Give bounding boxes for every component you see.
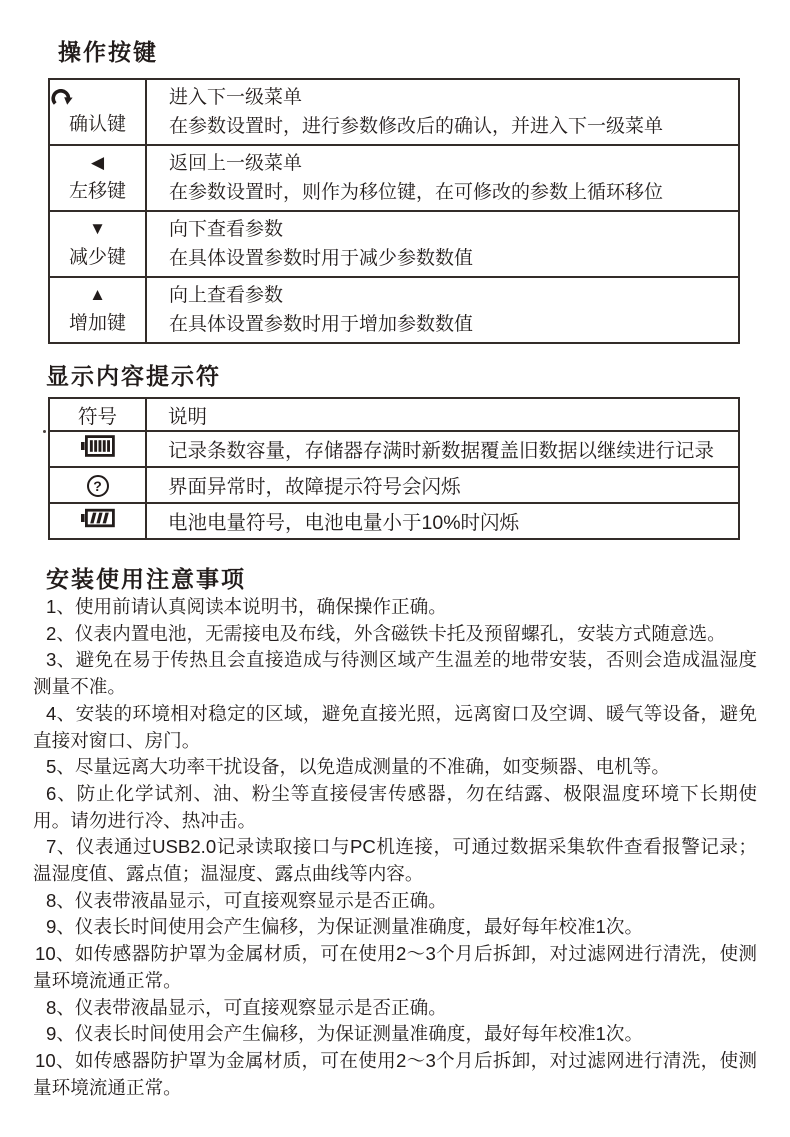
key-label: 左移键 [68, 180, 126, 202]
table-row [49, 211, 739, 277]
display-symbols-table [48, 397, 740, 540]
down-triangle-icon: ▼ [89, 218, 106, 238]
symbol-description: 记录条数容量，存储器存满时新数据覆盖旧数据以继续进行记录 [146, 431, 739, 467]
print-artifact-dot [43, 430, 46, 433]
record-capacity-bars-icon [81, 435, 115, 457]
table-row [49, 145, 739, 211]
battery-level-icon [81, 507, 115, 529]
key-cell-confirm [49, 79, 146, 145]
key-desc-line: 向下查看参数 [169, 219, 284, 240]
note-item: 3、避免在易于传热且会直接造成与待测区域产生温差的地带安装，否则会造成温湿度测量不准。 [33, 649, 757, 698]
key-desc-line: 在具体设置参数时用于减少参数数值 [169, 248, 474, 269]
key-desc-line: 进入下一级菜单 [169, 87, 303, 108]
left-triangle-icon: ◀ [90, 152, 105, 172]
symbol-description: 界面异常时，故障提示符号会闪烁 [146, 467, 739, 503]
installation-notes-list [33, 594, 757, 1101]
key-desc-line: 向上查看参数 [169, 285, 284, 306]
column-header-description: 说明 [146, 398, 739, 431]
fault-question-circle-icon: ? [87, 475, 109, 497]
key-desc-line: 返回上一级菜单 [169, 153, 303, 174]
symbol-cell [49, 431, 146, 467]
table-header-row [49, 398, 739, 431]
symbol-description: 电池电量符号，电池电量小于10%时闪烁 [146, 503, 739, 539]
note-item: 10、如传感器防护罩为金属材质，可在使用2～3个月后拆卸，对过滤网进行清洗，使测量环境流通正常。 [33, 943, 757, 991]
note-item: 9、仪表长时间使用会产生偏移，为保证测量准确度，最好每年校准1次。 [46, 916, 644, 938]
note-item: 2、仪表内置电池，无需接电及布线，外含磁铁卡托及预留螺孔，安装方式随意选。 [46, 622, 726, 644]
section-title-display-indicators: 显示内容提示符 [46, 363, 221, 389]
table-row [49, 503, 739, 539]
table-row [49, 467, 739, 503]
note-item: 5、尽量远离大功率干扰设备，以免造成测量的不准确，如变频器、电机等。 [46, 756, 670, 778]
section-title-operation-keys: 操作按键 [58, 39, 158, 65]
key-description [146, 211, 739, 277]
table-row [49, 79, 739, 145]
note-item: 6、防止化学试剂、油、粉尘等直接侵害传感器，勿在结露、极限温度环境下长期使用。请勿进行冷、热冲击。 [33, 782, 757, 831]
note-item: 7、仪表通过USB2.0记录读取接口与PC机连接，可通过数据采集软件查看报警记录；温湿度值、露点值；温湿度、露点曲线等内容。 [33, 836, 757, 885]
key-description [146, 277, 739, 343]
operation-keys-table [48, 78, 740, 344]
key-cell-left [49, 145, 146, 211]
key-label: 减少键 [68, 246, 126, 268]
key-desc-line: 在具体设置参数时用于增加参数数值 [169, 314, 474, 335]
table-row [49, 277, 739, 343]
key-desc-line: 在参数设置时，进行参数修改后的确认，并进入下一级菜单 [169, 116, 664, 137]
note-item: 8、仪表带液晶显示，可直接观察显示是否正确。 [46, 996, 447, 1018]
key-label: 确认键 [68, 113, 126, 135]
key-label: 增加键 [68, 312, 126, 334]
note-item: 9、仪表长时间使用会产生偏移，为保证测量准确度，最好每年校准1次。 [46, 1023, 644, 1045]
key-cell-decrease [49, 211, 146, 277]
note-item: 1、使用前请认真阅读本说明书，确保操作正确。 [46, 596, 447, 617]
table-row [49, 431, 739, 467]
confirm-rotate-arrow-icon [51, 89, 144, 105]
key-cell-increase [49, 277, 146, 343]
symbol-cell [49, 467, 146, 503]
note-item: 4、安装的环境相对稳定的区域，避免直接光照，远离窗口及空调、暖气等设备，避免直接对窗口、房门。 [33, 702, 757, 751]
key-desc-line: 在参数设置时，则作为移位键，在可修改的参数上循环移位 [169, 182, 664, 203]
key-description [146, 145, 739, 211]
note-item: 8、仪表带液晶显示，可直接观察显示是否正确。 [46, 889, 447, 911]
up-triangle-icon: ▲ [89, 284, 106, 304]
key-description [146, 79, 739, 145]
section-title-installation-notes: 安装使用注意事项 [46, 566, 246, 592]
column-header-symbol: 符号 [49, 398, 146, 431]
note-item: 10、如传感器防护罩为金属材质，可在使用2～3个月后拆卸，对过滤网进行清洗，使测量环境流通正常。 [33, 1049, 757, 1098]
symbol-cell [49, 503, 146, 539]
